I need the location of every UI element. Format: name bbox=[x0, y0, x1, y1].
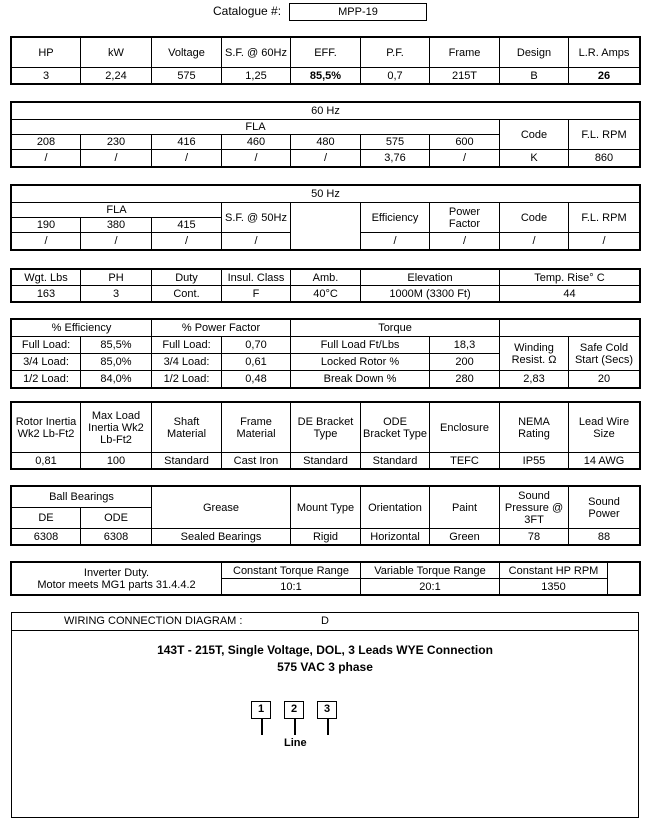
rotor-inertia-header: Rotor Inertia Wk2 Lb-Ft2 bbox=[12, 403, 81, 453]
performance-table bbox=[11, 319, 640, 388]
terminal-1: 1 bbox=[251, 701, 271, 719]
catalogue-number: MPP-19 bbox=[289, 3, 427, 21]
max-load-inertia-header: Max Load Inertia Wk2 Lb-Ft2 bbox=[81, 403, 152, 453]
phase-header: PH bbox=[81, 270, 152, 286]
torque-row-label: Break Down % bbox=[291, 371, 430, 388]
hz60-fla-value: / bbox=[222, 150, 291, 167]
hz50-voltage: 190 bbox=[12, 218, 81, 233]
torque-row-value: 280 bbox=[430, 371, 500, 388]
pf-value: 0,7 bbox=[361, 68, 430, 84]
hz50-code-label: Code bbox=[500, 203, 569, 233]
wiring-label: WIRING CONNECTION DIAGRAM : bbox=[64, 615, 243, 627]
pf-title: % Power Factor bbox=[152, 320, 291, 337]
hz60-rpm-label: F.L. RPM bbox=[569, 120, 640, 150]
hz50-blank bbox=[291, 203, 361, 250]
pf-row-label: Full Load: bbox=[152, 337, 222, 354]
hz60-code-label: Code bbox=[500, 120, 569, 150]
inverter-duty-line2: Motor meets MG1 parts 31.4.4.2 bbox=[37, 578, 196, 591]
elevation-header: Elevation bbox=[361, 270, 500, 286]
sound-power-value: 88 bbox=[569, 529, 640, 545]
paint-value: Green bbox=[430, 529, 500, 545]
hz60-voltage: 600 bbox=[430, 135, 500, 150]
winding-value: 2,83 bbox=[500, 371, 569, 388]
eff-row-label: 3/4 Load: bbox=[12, 354, 81, 371]
line-label: Line bbox=[284, 737, 307, 749]
eff-row-label: Full Load: bbox=[12, 337, 81, 354]
hz60-rpm-value: 860 bbox=[569, 150, 640, 167]
lead-wire-3 bbox=[327, 719, 329, 735]
hz50-sf-label: S.F. @ 50Hz bbox=[222, 203, 291, 233]
hz50-fla-value: / bbox=[152, 233, 222, 250]
variable-torque-value: 20:1 bbox=[361, 579, 500, 595]
insulation-header: Insul. Class bbox=[222, 270, 291, 286]
sound-power-label: Sound Power bbox=[569, 487, 640, 529]
frame-header: Frame bbox=[430, 38, 500, 68]
pf-row-value: 0,61 bbox=[222, 354, 291, 371]
constant-hp-label: Constant HP RPM bbox=[500, 563, 608, 579]
duty-header: Duty bbox=[152, 270, 222, 286]
hz60-voltage: 208 bbox=[12, 135, 81, 150]
torque-row-label: Locked Rotor % bbox=[291, 354, 430, 371]
sound-pressure-value: 78 bbox=[500, 529, 569, 545]
sf60-header: S.F. @ 60Hz bbox=[222, 38, 291, 68]
enclosure-header: Enclosure bbox=[430, 403, 500, 453]
lr-amps-value: 26 bbox=[569, 68, 640, 84]
orientation-label: Orientation bbox=[361, 487, 430, 529]
hz60-fla-value: / bbox=[81, 150, 152, 167]
safe-start-value: 20 bbox=[569, 371, 640, 388]
lead-wire-2 bbox=[294, 719, 296, 735]
frame-material-header: Frame Material bbox=[222, 403, 291, 453]
ambient-header: Amb. bbox=[291, 270, 361, 286]
inverter-duty-line1: Inverter Duty. bbox=[83, 566, 150, 579]
de-bracket-value: Standard bbox=[291, 453, 361, 469]
catalogue-label: Catalogue #: bbox=[213, 4, 282, 18]
torque-row-value: 18,3 bbox=[430, 337, 500, 354]
wiring-diagram bbox=[11, 612, 639, 818]
performance-blank bbox=[500, 320, 640, 337]
de-label: DE bbox=[12, 508, 81, 529]
de-bearing-value: 6308 bbox=[12, 529, 81, 545]
sound-pressure-label: Sound Pressure @ 3FT bbox=[500, 487, 569, 529]
hz60-table bbox=[11, 102, 640, 167]
insulation-value: F bbox=[222, 286, 291, 302]
sf60-value: 1,25 bbox=[222, 68, 291, 84]
eff-row-value: 85,0% bbox=[81, 354, 152, 371]
terminal-3: 3 bbox=[317, 701, 337, 719]
hz60-voltage: 230 bbox=[81, 135, 152, 150]
inverter-table bbox=[11, 562, 640, 595]
hz60-fla-value: 3,76 bbox=[361, 150, 430, 167]
kw-value: 2,24 bbox=[81, 68, 152, 84]
hz50-table bbox=[11, 185, 640, 250]
ode-bearing-value: 6308 bbox=[81, 529, 152, 545]
eff-row-value: 84,0% bbox=[81, 371, 152, 388]
inverter-duty-note bbox=[12, 563, 222, 595]
pf-row-label: 3/4 Load: bbox=[152, 354, 222, 371]
mount-type-value: Rigid bbox=[291, 529, 361, 545]
hz50-fla-value: / bbox=[12, 233, 81, 250]
hz50-eff-label: Efficiency bbox=[361, 203, 430, 233]
grease-label: Grease bbox=[152, 487, 291, 529]
hp-value: 3 bbox=[12, 68, 81, 84]
hz50-rpm-label: F.L. RPM bbox=[569, 203, 640, 233]
voltage-value: 575 bbox=[152, 68, 222, 84]
eff-row-label: 1/2 Load: bbox=[12, 371, 81, 388]
hz50-pf-value: / bbox=[430, 233, 500, 250]
voltage-header: Voltage bbox=[152, 38, 222, 68]
design-value: B bbox=[500, 68, 569, 84]
lead-wire-value: 14 AWG bbox=[569, 453, 640, 469]
frame-value: 215T bbox=[430, 68, 500, 84]
hz60-code-value: K bbox=[500, 150, 569, 167]
hz60-fla-value: / bbox=[430, 150, 500, 167]
hz50-fla-value: / bbox=[81, 233, 152, 250]
wiring-title: 143T - 215T, Single Voltage, DOL, 3 Leads WYE Connection bbox=[157, 643, 493, 657]
torque-title: Torque bbox=[291, 320, 500, 337]
grease-value: Sealed Bearings bbox=[152, 529, 291, 545]
ball-bearings-title: Ball Bearings bbox=[12, 487, 152, 508]
hz60-title: 60 Hz bbox=[12, 103, 640, 120]
terminal-2: 2 bbox=[284, 701, 304, 719]
rotor-inertia-value: 0,81 bbox=[12, 453, 81, 469]
ode-bracket-header: ODE Bracket Type bbox=[361, 403, 430, 453]
hz50-rpm-value: / bbox=[569, 233, 640, 250]
bearings-table bbox=[11, 486, 640, 545]
pf-header: P.F. bbox=[361, 38, 430, 68]
constant-torque-value: 10:1 bbox=[222, 579, 361, 595]
orientation-value: Horizontal bbox=[361, 529, 430, 545]
weight-header: Wgt. Lbs bbox=[12, 270, 81, 286]
temp-rise-value: 44 bbox=[500, 286, 640, 302]
max-load-inertia-value: 100 bbox=[81, 453, 152, 469]
de-bracket-header: DE Bracket Type bbox=[291, 403, 361, 453]
mount-type-label: Mount Type bbox=[291, 487, 361, 529]
elevation-value: 1000M (3300 Ft) bbox=[361, 286, 500, 302]
hz60-voltage: 480 bbox=[291, 135, 361, 150]
constant-torque-label: Constant Torque Range bbox=[222, 563, 361, 579]
hz60-voltage: 416 bbox=[152, 135, 222, 150]
weight-value: 163 bbox=[12, 286, 81, 302]
pf-row-value: 0,70 bbox=[222, 337, 291, 354]
variable-torque-label: Variable Torque Range bbox=[361, 563, 500, 579]
lr-amps-header: L.R. Amps bbox=[569, 38, 640, 68]
ode-bracket-value: Standard bbox=[361, 453, 430, 469]
hz50-sf-value: / bbox=[222, 233, 291, 250]
hz50-voltage: 380 bbox=[81, 218, 152, 233]
nema-rating-value: IP55 bbox=[500, 453, 569, 469]
kw-header: kW bbox=[81, 38, 152, 68]
wiring-subtitle: 575 VAC 3 phase bbox=[277, 660, 373, 674]
hz50-voltage: 415 bbox=[152, 218, 222, 233]
safe-start-label: Safe Cold Start (Secs) bbox=[569, 337, 640, 371]
frame-material-value: Cast Iron bbox=[222, 453, 291, 469]
lead-wire-header: Lead Wire Size bbox=[569, 403, 640, 453]
eff-header: EFF. bbox=[291, 38, 361, 68]
general-table bbox=[11, 269, 640, 302]
lead-wire-1 bbox=[261, 719, 263, 735]
hz60-voltage: 460 bbox=[222, 135, 291, 150]
hz60-fla-label: FLA bbox=[12, 120, 500, 135]
hz50-eff-value: / bbox=[361, 233, 430, 250]
hz50-code-value: / bbox=[500, 233, 569, 250]
ode-label: ODE bbox=[81, 508, 152, 529]
paint-label: Paint bbox=[430, 487, 500, 529]
ambient-value: 40°C bbox=[291, 286, 361, 302]
hz50-fla-label: FLA bbox=[12, 203, 222, 218]
torque-row-label: Full Load Ft/Lbs bbox=[291, 337, 430, 354]
wiring-header bbox=[12, 613, 638, 631]
hz50-pf-label: Power Factor bbox=[430, 203, 500, 233]
hp-header: HP bbox=[12, 38, 81, 68]
pf-row-label: 1/2 Load: bbox=[152, 371, 222, 388]
shaft-material-value: Standard bbox=[152, 453, 222, 469]
pf-row-value: 0,48 bbox=[222, 371, 291, 388]
rating-table bbox=[11, 37, 640, 84]
phase-value: 3 bbox=[81, 286, 152, 302]
wiring-code: D bbox=[321, 615, 329, 627]
constant-hp-value: 1350 bbox=[500, 579, 608, 595]
enclosure-value: TEFC bbox=[430, 453, 500, 469]
hz60-fla-value: / bbox=[12, 150, 81, 167]
nema-rating-header: NEMA Rating bbox=[500, 403, 569, 453]
hz60-fla-value: / bbox=[152, 150, 222, 167]
eff-title: % Efficiency bbox=[12, 320, 152, 337]
winding-label: Winding Resist. Ω bbox=[500, 337, 569, 371]
eff-row-value: 85,5% bbox=[81, 337, 152, 354]
hz60-voltage: 575 bbox=[361, 135, 430, 150]
shaft-material-header: Shaft Material bbox=[152, 403, 222, 453]
temp-rise-header: Temp. Rise° C bbox=[500, 270, 640, 286]
inverter-blank bbox=[608, 563, 640, 595]
eff-value: 85,5% bbox=[291, 68, 361, 84]
mechanical-table bbox=[11, 402, 640, 469]
torque-row-value: 200 bbox=[430, 354, 500, 371]
design-header: Design bbox=[500, 38, 569, 68]
hz50-title: 50 Hz bbox=[12, 186, 640, 203]
duty-value: Cont. bbox=[152, 286, 222, 302]
hz60-fla-value: / bbox=[291, 150, 361, 167]
